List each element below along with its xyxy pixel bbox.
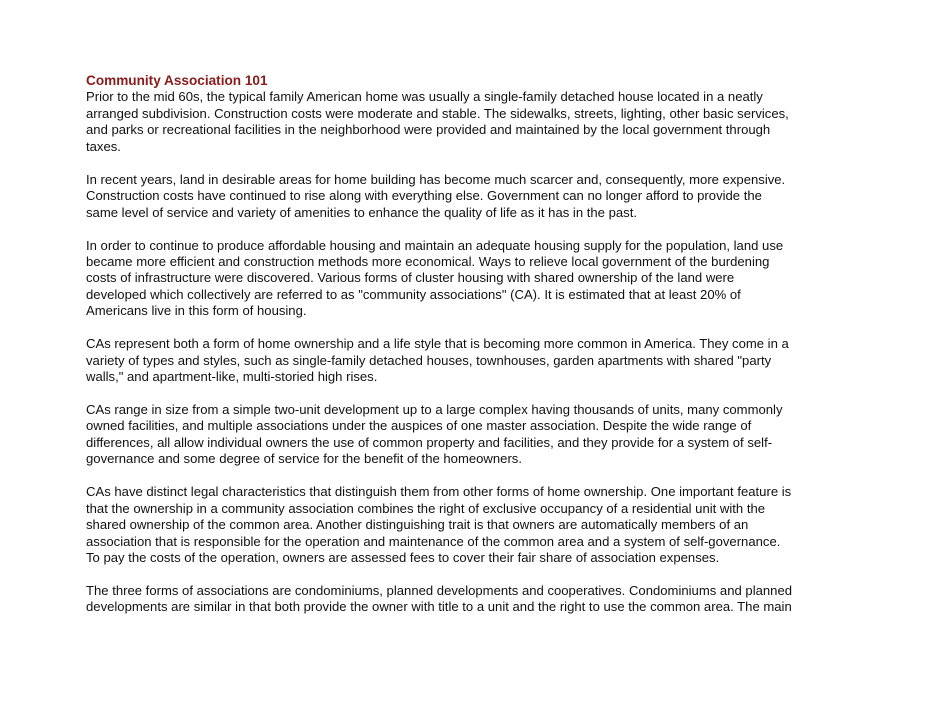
text-line: governance and some degree of service for the benefit of the homeowners. — [86, 451, 522, 467]
paragraph — [86, 238, 866, 320]
text-line: and parks or recreational facilities in the neighborhood were provided and maintained by the local government through — [86, 122, 771, 138]
text-line: association that is responsible for the operation and maintenance of the common area and a system of self-governance. — [86, 533, 781, 549]
document-page — [86, 73, 866, 632]
text-line: costs of infrastructure were discovered. Various forms of cluster housing with shared ownership of the land were — [86, 270, 735, 286]
text-line: variety of types and styles, such as single-family detached houses, townhouses, garden apartments with shared "party — [86, 352, 772, 368]
text-line: Americans live in this form of housing. — [86, 303, 307, 319]
paragraph — [86, 402, 866, 468]
text-line: CAs have distinct legal characteristics that distinguish them from other forms of home ownership. One important feature is — [86, 484, 792, 500]
text-line: differences, all allow individual owners the use of common property and facilities, and they provide for a system of self- — [86, 434, 773, 450]
document-title: Community Association 101 — [86, 73, 268, 88]
paragraph — [86, 172, 866, 221]
text-line: Prior to the mid 60s, the typical family American home was usually a single-family detached house located in a neatly — [86, 89, 763, 105]
text-line: became more efficient and construction methods more economical. Ways to relieve local government of the burdening — [86, 253, 770, 269]
text-line: owned facilities, and multiple associations under the auspices of one master association. Despite the wide range of — [86, 418, 752, 434]
text-line: shared ownership of the common area. Another distinguishing trait is that owners are automatically members of an — [86, 517, 749, 533]
paragraph — [86, 583, 866, 616]
text-line: CAs range in size from a simple two-unit development up to a large complex having thousands of units, many commonly — [86, 402, 783, 417]
text-line: developed which collectively are referred to as "community associations" (CA). It is estimated that at least 20% of — [86, 286, 741, 302]
paragraph — [86, 484, 866, 566]
text-line: Construction costs have continued to rise along with everything else. Government can no longer afford to provide the — [86, 188, 762, 204]
text-line: walls," and apartment-like, multi-storied high rises. — [86, 369, 378, 385]
text-line: same level of service and variety of amenities to enhance the quality of life as it has in the past. — [86, 204, 637, 220]
text-line: CAs represent both a form of home ownership and a life style that is becoming more common in America. They come in a — [86, 336, 789, 352]
text-line: To pay the costs of the operation, owners are assessed fees to cover their fair share of association expenses. — [86, 550, 720, 566]
text-line: developments are similar in that both provide the owner with title to a unit and the right to use the common area. The main — [86, 599, 792, 615]
text-line: that the ownership in a community association combines the right of exclusive occupancy of a residential unit with the — [86, 500, 766, 516]
paragraph — [86, 89, 866, 155]
text-line: In recent years, land in desirable areas for home building has become much scarcer and, consequently, more expensive. — [86, 171, 786, 187]
text-line: taxes. — [86, 138, 121, 154]
text-line: The three forms of associations are condominiums, planned developments and cooperatives. Condominiums and planned — [86, 582, 793, 598]
paragraph — [86, 336, 866, 385]
text-line: In order to continue to produce affordable housing and maintain an adequate housing supply for the population, land use — [86, 237, 784, 253]
text-line: arranged subdivision. Construction costs were moderate and stable. The sidewalks, streets, lighting, other basic services, — [86, 105, 789, 121]
document-body — [86, 89, 866, 615]
